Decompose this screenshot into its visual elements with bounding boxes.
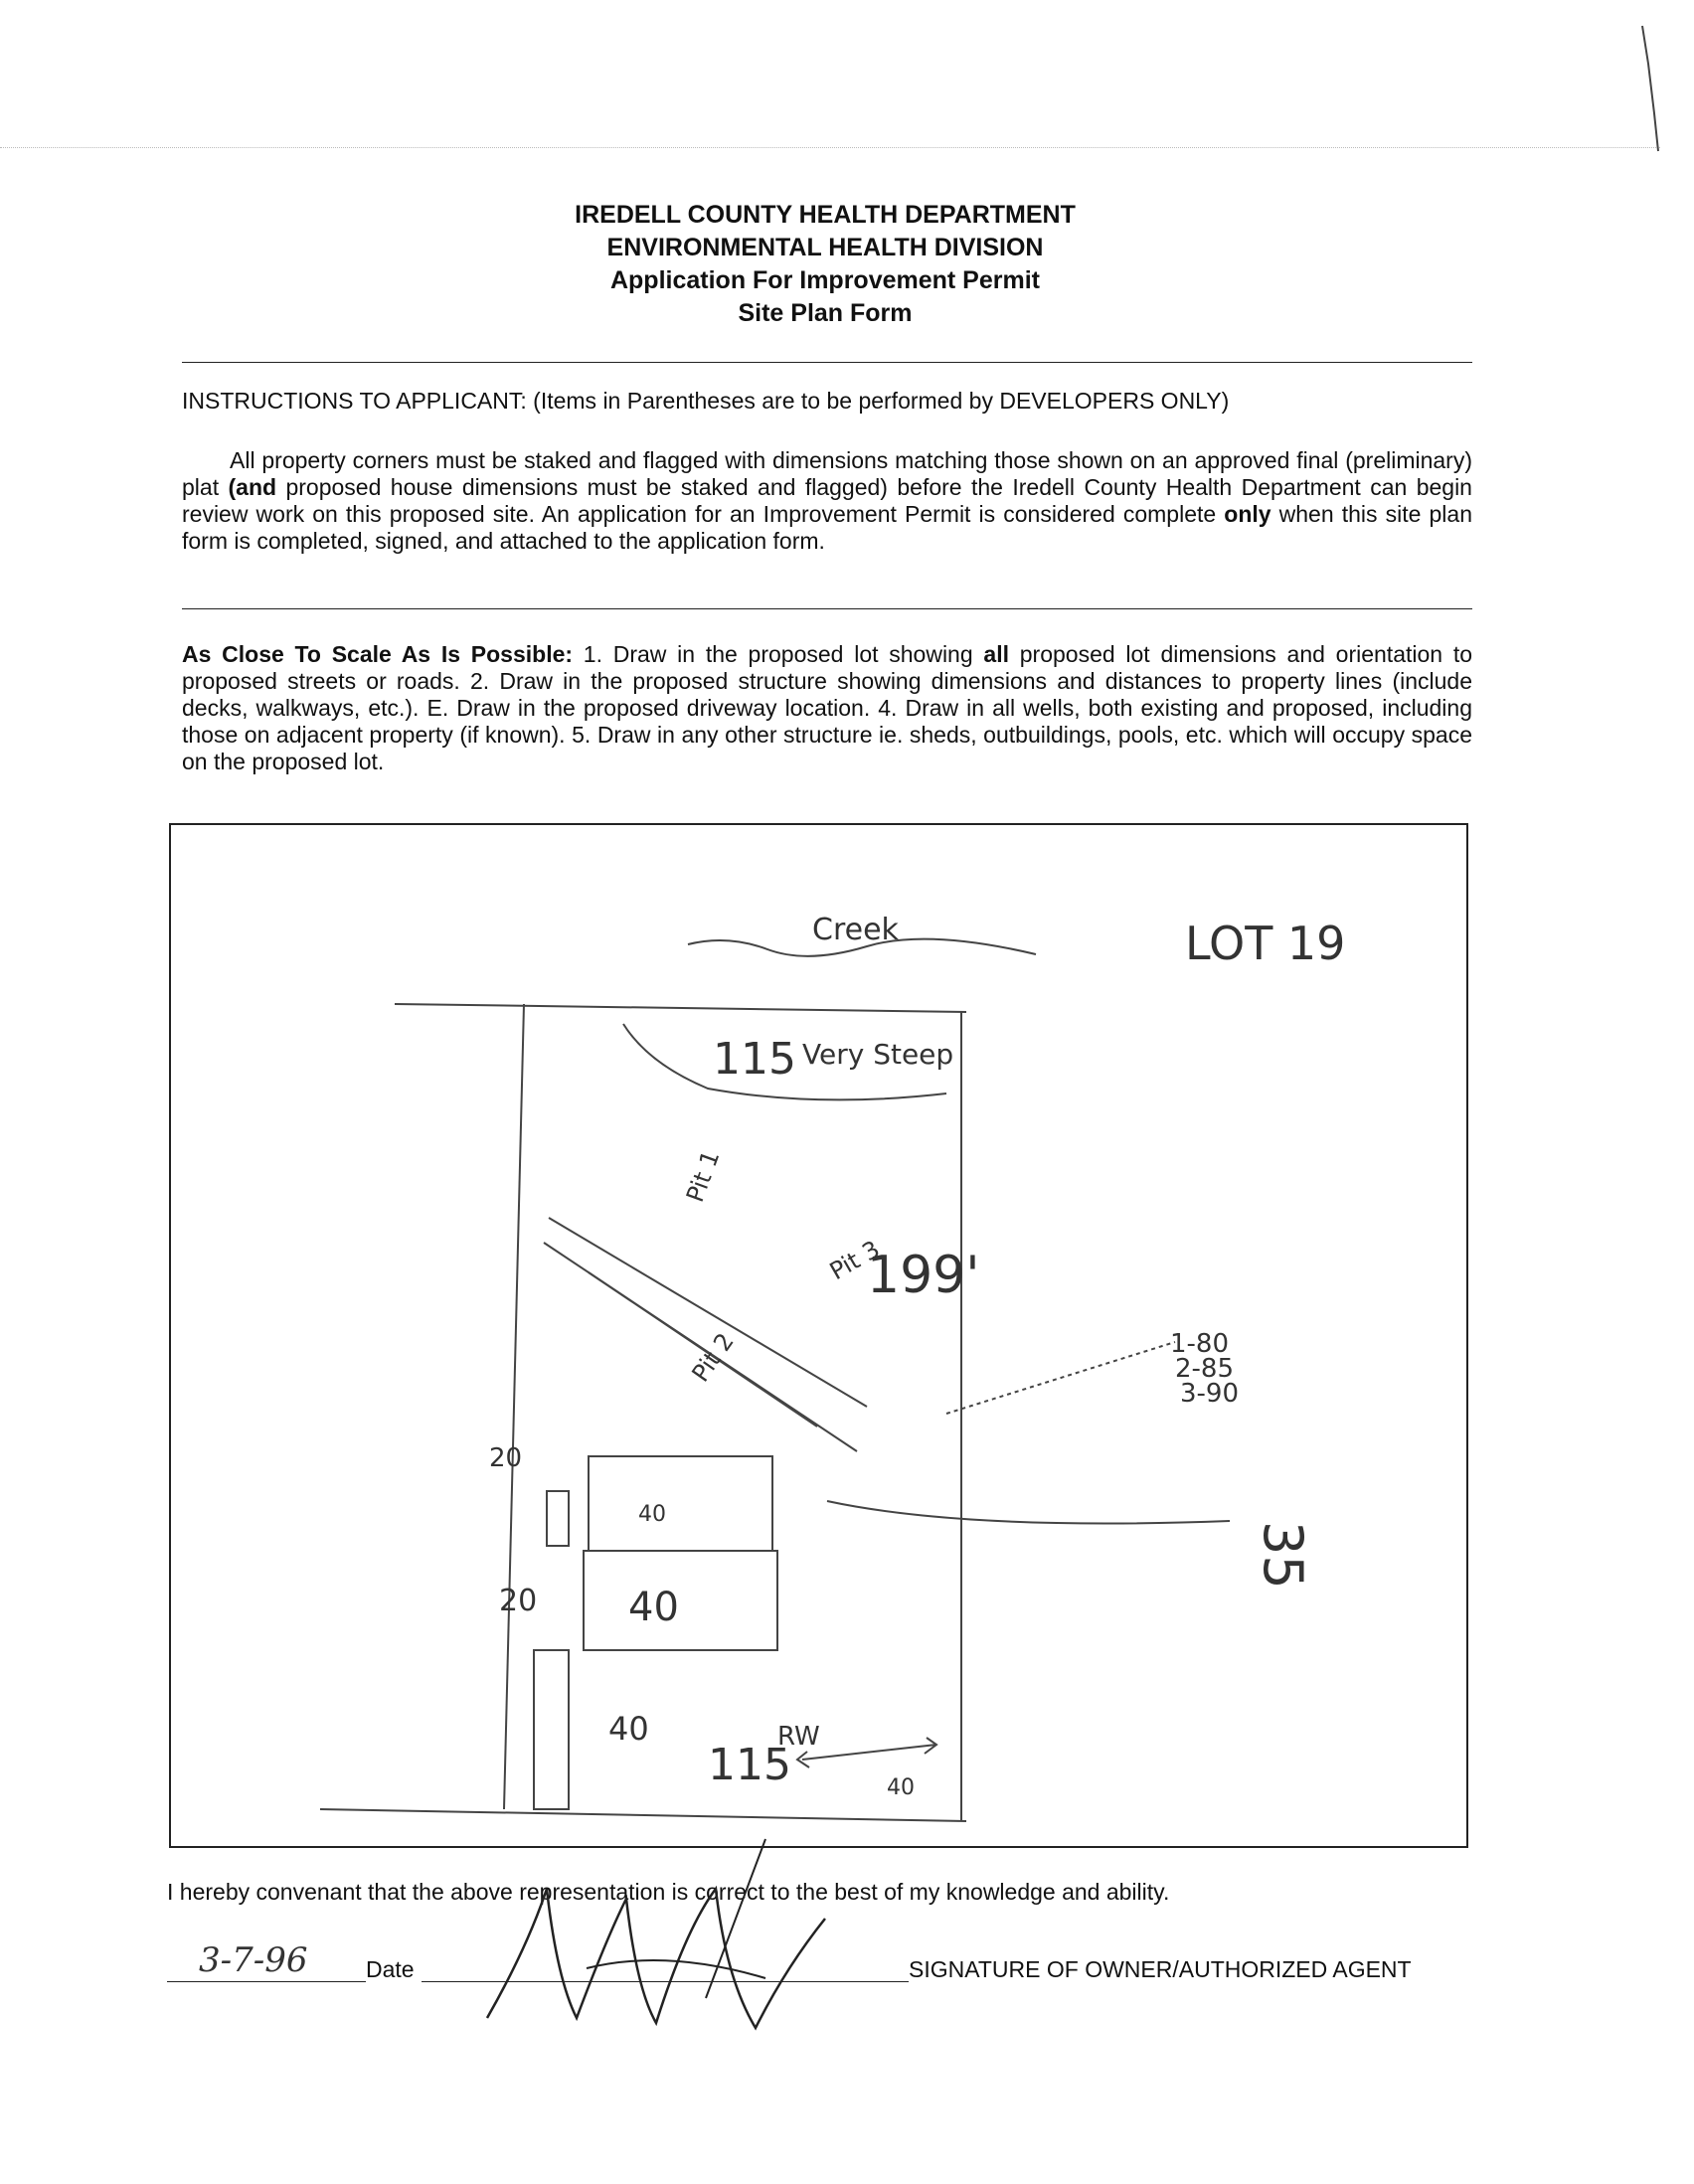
arrow-dim: 40 (887, 1775, 915, 1800)
scan-corner-mark (1640, 24, 1660, 153)
instructions-text-2: proposed house dimensions must be staked and flagged) before the Iredell County Health Department can begin review work on this proposed site. An application for an Improvement Permit is considered complete (182, 474, 1472, 527)
instructions-text-3: when this site plan form is completed, signed, and attached to the application form. (182, 501, 1472, 554)
depth-arrow-line (827, 1501, 1230, 1524)
instructions-text-1: All property corners must be staked and flagged with dimensions matching those shown on an approved final (preliminary) plat (182, 447, 1472, 500)
steep-note: Very Steep (802, 1038, 954, 1071)
lot-bottom-line (320, 1809, 966, 1821)
well-box (547, 1491, 569, 1546)
side-dimension: 199' (867, 1246, 980, 1305)
owner-signature (467, 1829, 865, 2058)
reading-3: 3-90 (1180, 1379, 1240, 1409)
instructions-bold-only: only (1224, 501, 1271, 527)
top-dimension: 115 (713, 1034, 796, 1085)
driveway-rect (534, 1650, 569, 1809)
handwritten-date: 3-7-96 (199, 1940, 308, 1980)
date-line (167, 1981, 366, 1982)
form-title: Site Plan Form (738, 299, 913, 327)
driveway-dim: 40 (608, 1710, 649, 1748)
scale-lead: As Close To Scale As Is Possible: (182, 641, 574, 667)
division-title: ENVIRONMENTAL HEALTH DIVISION (606, 234, 1044, 261)
depth-label: 35 (1252, 1521, 1314, 1590)
site-plan-drawing-area (169, 823, 1468, 1848)
bottom-double-arrow (802, 1745, 936, 1760)
instructions-paragraph (182, 447, 1472, 555)
scale-bold-all: all (983, 641, 1009, 667)
rw-label: RW (777, 1722, 820, 1752)
house-upper-rect (589, 1456, 772, 1551)
reading-1: 1-80 (1170, 1329, 1230, 1359)
application-title: Application For Improvement Permit (609, 266, 1040, 294)
reading-2: 2-85 (1175, 1354, 1235, 1384)
instructions-divider (182, 608, 1472, 609)
header-divider (182, 362, 1472, 363)
form-header (0, 199, 1650, 330)
pit-2-label: Pit 2 (686, 1327, 740, 1388)
lot-top-line (395, 1004, 966, 1012)
house-width-dim: 40 (638, 1502, 666, 1527)
dim-20-upper: 20 (489, 1443, 523, 1473)
lot-label: LOT 19 (1185, 917, 1346, 970)
bottom-dimension: 115 (708, 1740, 791, 1790)
scan-dotted-line (0, 147, 1660, 148)
house-depth-dim: 40 (628, 1585, 679, 1630)
house-lower-rect (584, 1551, 777, 1650)
department-title: IREDELL COUNTY HEALTH DEPARTMENT (575, 201, 1076, 229)
scale-text-2: proposed lot dimensions and orientation to proposed streets or roads. 2. Draw in the proposed structure showing dimensions and distances to property lines (include decks, walkways, etc.). E. Draw in the proposed driveway location. 4. Draw in all wells, both existing and proposed, including those on adjacent property (if known). 5. Draw in any other structure ie. sheds, outbuildings, pools, etc. which will occupy space on the proposed lot. (182, 641, 1473, 774)
instructions-heading: INSTRUCTIONS TO APPLICANT: (Items in Parentheses are to be performed by DEVELOPERS ONLY) (182, 388, 1230, 414)
scale-text-1: 1. Draw in the proposed lot showing (573, 641, 984, 667)
date-label: Date (366, 1956, 415, 1982)
lot-left-line (504, 1004, 524, 1809)
pit-3-label: Pit 3 (824, 1235, 885, 1286)
readings-pointer-line (946, 1342, 1175, 1414)
dim-20-lower: 20 (499, 1584, 538, 1618)
site-plan-sketch (171, 825, 1466, 1846)
covenant-statement: I hereby convenant that the above representation is correct to the best of my knowledge and ability. (167, 1879, 1170, 1905)
instructions-bold-and: (and (228, 474, 277, 500)
scale-instructions (182, 641, 1472, 775)
pit-1-label: Pit 1 (680, 1146, 726, 1206)
signature-label: SIGNATURE OF OWNER/AUTHORIZED AGENT (909, 1956, 1412, 1982)
creek-label: Creek (812, 913, 899, 947)
